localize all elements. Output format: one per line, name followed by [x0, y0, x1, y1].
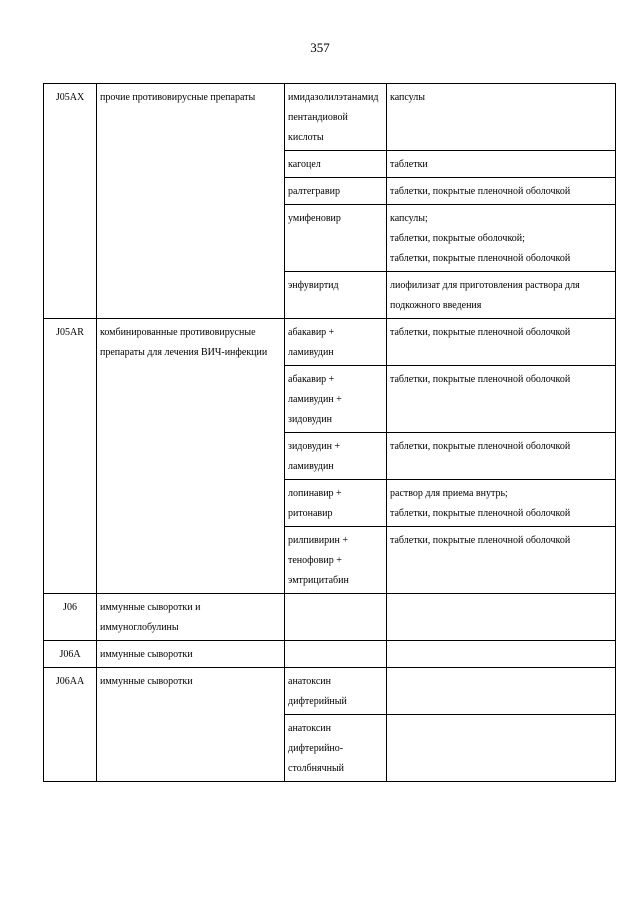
drug-cell: [285, 715, 387, 782]
form-line: таблетки, покрытые оболочкой;: [390, 233, 525, 244]
drug-line: ритонавир: [288, 508, 333, 519]
form-cell: [387, 433, 616, 480]
group-cell: [97, 319, 285, 594]
form-line: таблетки, покрытые пленочной оболочкой: [390, 441, 571, 452]
atc-code-cell: J06AA: [44, 668, 97, 782]
form-line: подкожного введения: [390, 300, 482, 311]
atc-code-cell: J05AR: [44, 319, 97, 594]
form-cell: [387, 527, 616, 594]
drug-cell: [285, 594, 387, 641]
table-row: [44, 641, 616, 668]
drug-line: анатоксин: [288, 676, 331, 687]
form-line: раствор для приема внутрь;: [390, 488, 508, 499]
drug-line: абакавир +: [288, 374, 335, 385]
group-line: иммунные сыворотки: [100, 676, 193, 687]
group-cell: прочие противовирусные препараты: [97, 84, 285, 319]
drug-cell: [285, 433, 387, 480]
form-cell: [387, 151, 616, 178]
form-line: таблетки, покрытые пленочной оболочкой: [390, 253, 571, 264]
drug-line: столбнячный: [288, 763, 345, 774]
form-cell: [387, 715, 616, 782]
drug-line: тенофовир +: [288, 555, 342, 566]
drug-line: ламивудин: [288, 461, 334, 472]
drug-cell: [285, 366, 387, 433]
form-cell: [387, 272, 616, 319]
group-line: иммуноглобулины: [100, 622, 179, 633]
group-line: иммунные сыворотки: [100, 649, 193, 660]
form-cell: [387, 641, 616, 668]
drug-line: кагоцел: [288, 159, 321, 170]
drug-cell: [285, 480, 387, 527]
drug-line: пентандиовой: [288, 112, 348, 123]
drug-line: зидовудин +: [288, 441, 341, 452]
drug-line: лопинавир +: [288, 488, 342, 499]
drug-cell: [285, 527, 387, 594]
table-row: [44, 668, 616, 715]
group-cell: [97, 668, 285, 782]
drug-cell: [285, 205, 387, 272]
page-number: 357: [310, 40, 330, 55]
drug-line: ралтегравир: [288, 186, 340, 197]
form-cell: [387, 319, 616, 366]
drug-line: кислоты: [288, 132, 324, 143]
drug-line: дифтерийный: [288, 696, 347, 707]
form-line: капсулы: [390, 92, 425, 103]
table-row: [44, 594, 616, 641]
form-line: таблетки, покрытые пленочной оболочкой: [390, 374, 571, 385]
drug-line: рилпивирин +: [288, 535, 348, 546]
group-line: комбинированные противовирусные: [100, 327, 256, 338]
form-line: таблетки, покрытые пленочной оболочкой: [390, 508, 571, 519]
form-cell: [387, 480, 616, 527]
drug-line: абакавир +: [288, 327, 335, 338]
form-line: лиофилизат для приготовления раствора для: [390, 280, 580, 291]
drug-line: энфувиртид: [288, 280, 339, 291]
group-cell: [97, 594, 285, 641]
form-cell: [387, 178, 616, 205]
form-cell: [387, 594, 616, 641]
group-line: препараты для лечения ВИЧ-инфекции: [100, 347, 268, 358]
drug-cell: [285, 668, 387, 715]
drug-line: ламивудин: [288, 347, 334, 358]
drug-cell: [285, 272, 387, 319]
drug-cell: [285, 641, 387, 668]
form-line: капсулы;: [390, 213, 428, 224]
atc-code-cell: J05AX: [44, 84, 97, 319]
form-cell: [387, 84, 616, 151]
drug-line: ламивудин +: [288, 394, 342, 405]
drug-table: [43, 83, 616, 782]
form-cell: [387, 668, 616, 715]
form-line: таблетки, покрытые пленочной оболочкой: [390, 535, 571, 546]
drug-line: зидовудин: [288, 414, 332, 425]
drug-cell: [285, 151, 387, 178]
drug-cell: [285, 178, 387, 205]
drug-line: эмтрицитабин: [288, 575, 349, 586]
atc-code-cell: J06: [44, 594, 97, 641]
drug-cell: [285, 84, 387, 151]
table-row: [44, 84, 616, 151]
form-line: таблетки, покрытые пленочной оболочкой: [390, 327, 571, 338]
group-line: иммунные сыворотки и: [100, 602, 201, 613]
group-cell: [97, 641, 285, 668]
table-row: [44, 319, 616, 366]
drug-line: анатоксин: [288, 723, 331, 734]
drug-line: дифтерийно-: [288, 743, 344, 754]
form-line: таблетки, покрытые пленочной оболочкой: [390, 186, 571, 197]
form-line: таблетки: [390, 159, 428, 170]
form-cell: [387, 366, 616, 433]
drug-cell: [285, 319, 387, 366]
drug-line: умифеновир: [288, 213, 341, 224]
atc-code-cell: J06A: [44, 641, 97, 668]
form-cell: [387, 205, 616, 272]
drug-line: имидазолилэтанамид: [288, 92, 379, 103]
